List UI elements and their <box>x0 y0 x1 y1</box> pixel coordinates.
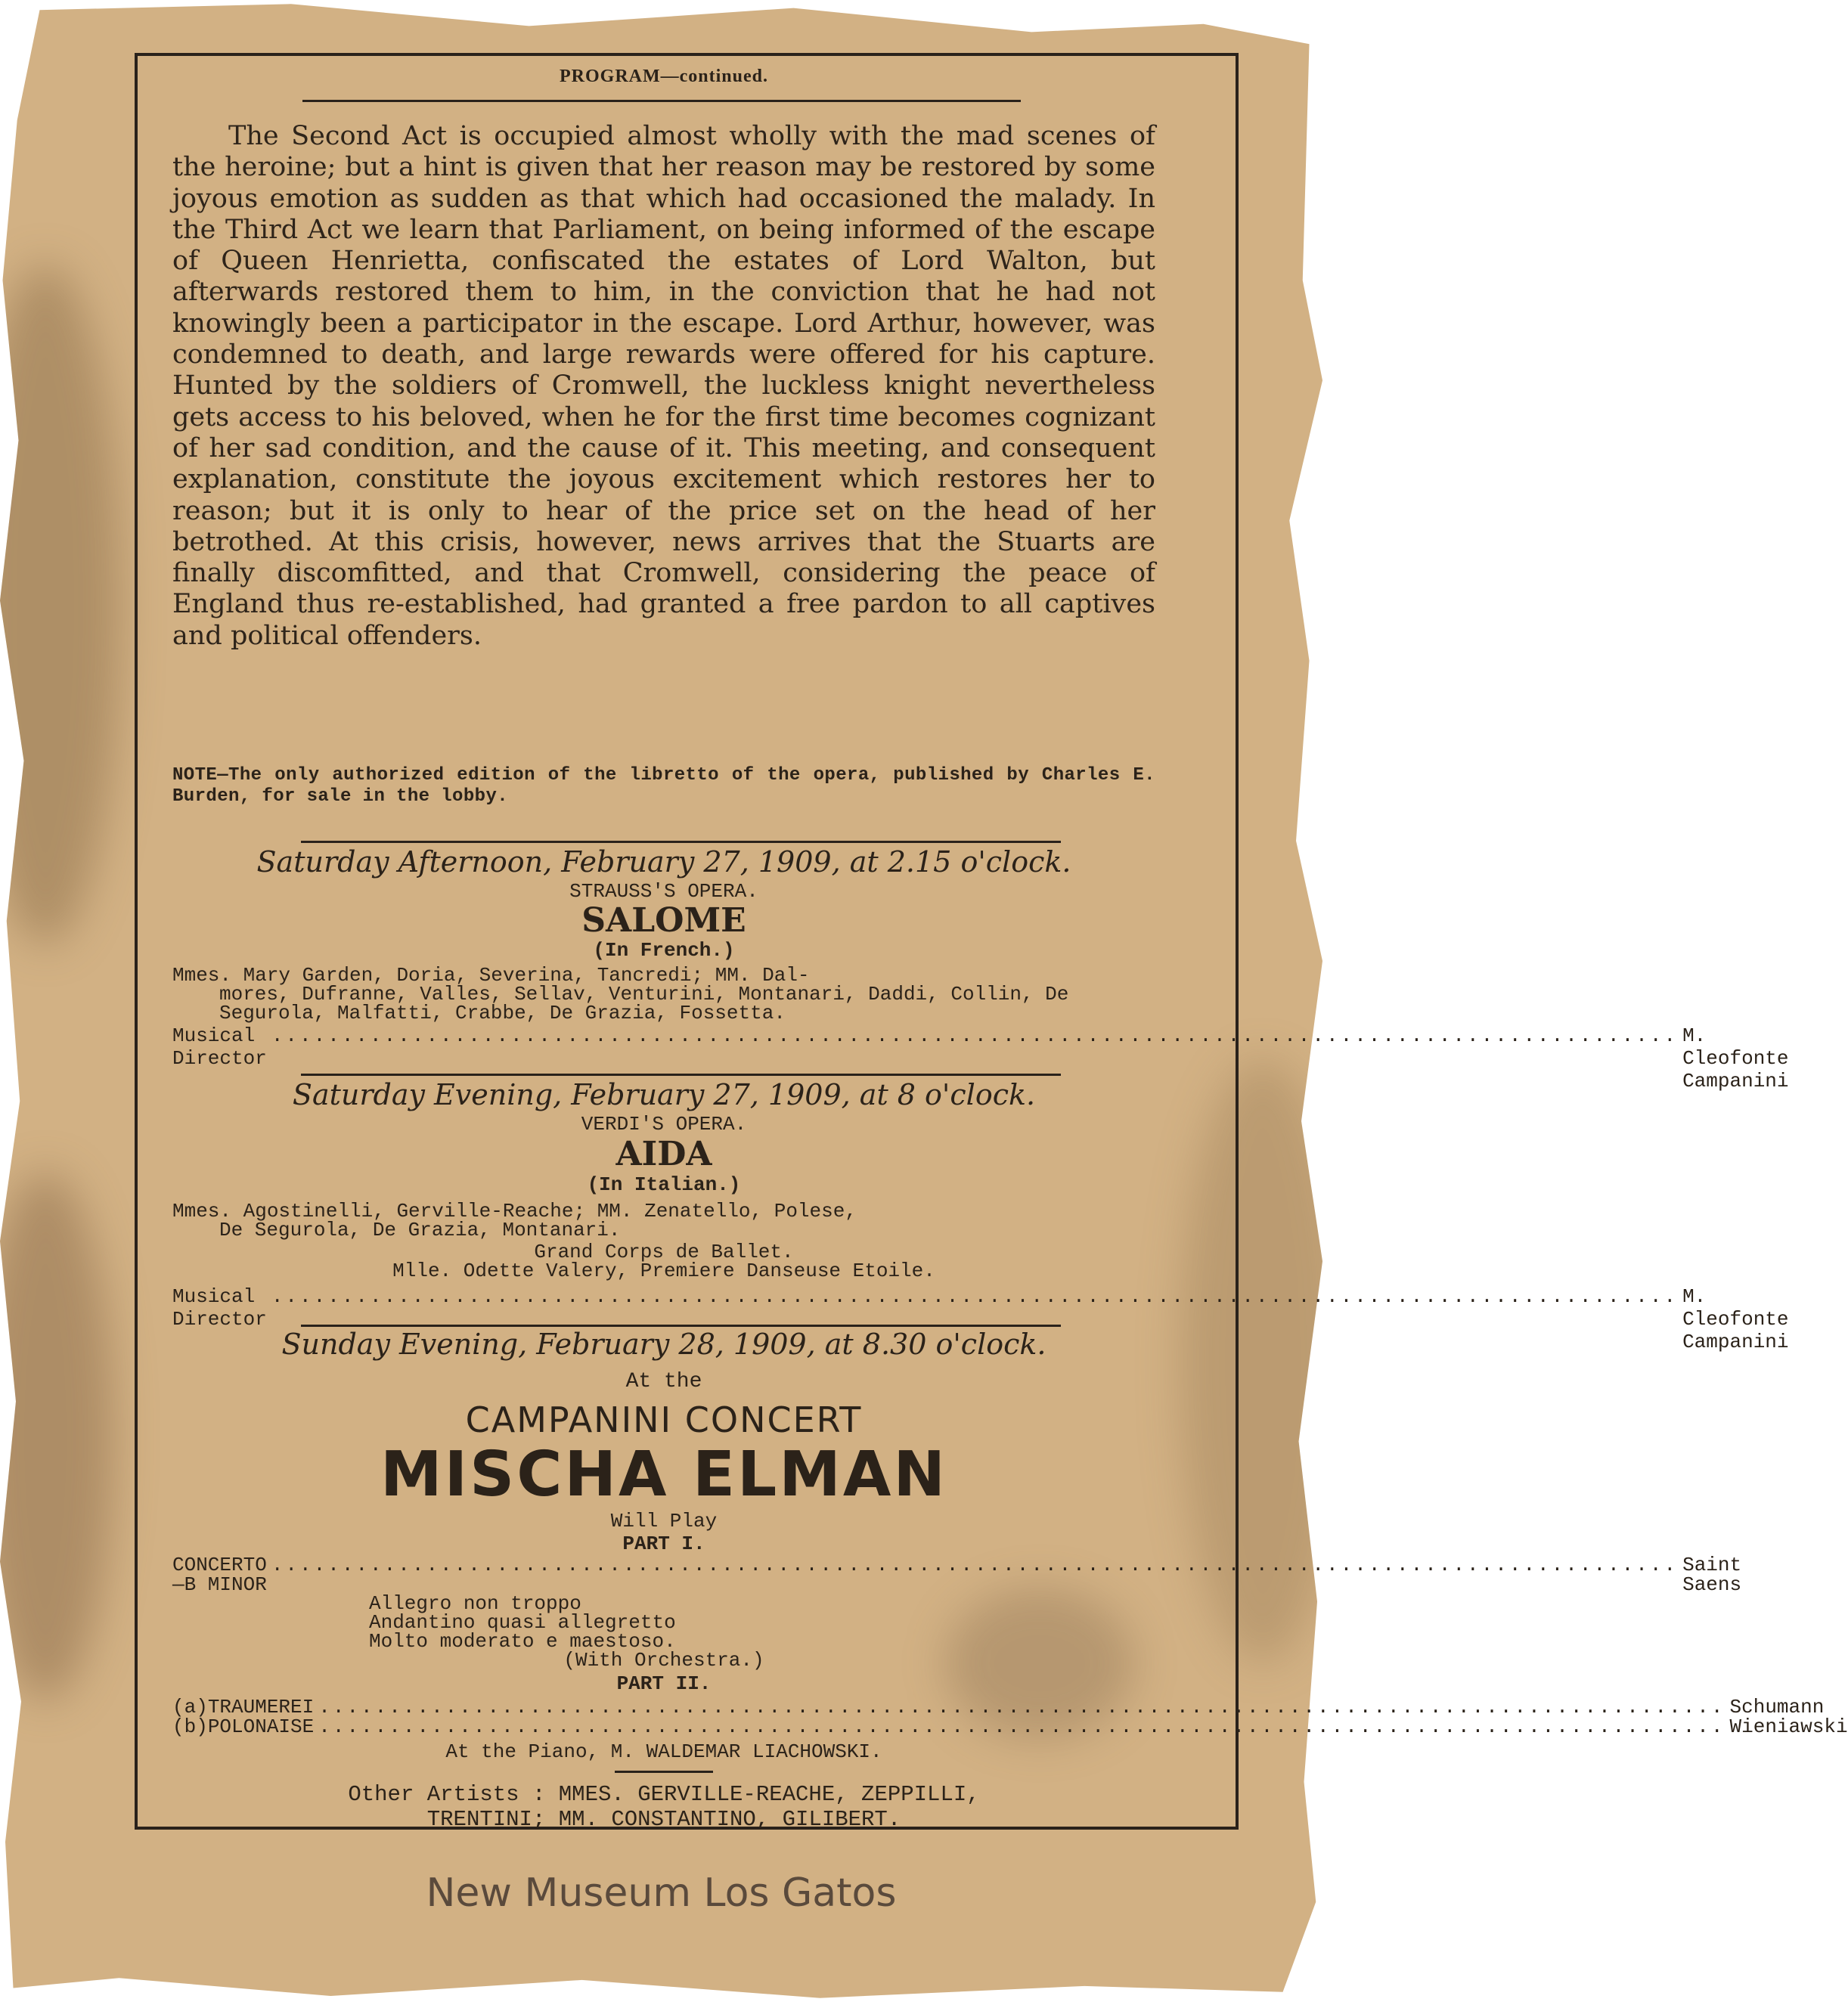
with-orchestra: (With Orchestra.) <box>563 1649 764 1672</box>
aida-danseuse: Mlle. Odette Valery, Premiere Danseuse Etoile. <box>392 1260 935 1282</box>
program-item-b <box>172 1715 1848 1738</box>
concert-name: CAMPANINI CONCERT <box>465 1399 863 1440</box>
concerto-composer: Saint Saens <box>1682 1554 1742 1596</box>
paper-stain <box>0 265 121 945</box>
item-title: TRAUMEREI <box>207 1696 315 1718</box>
concert-artist: MISCHA ELMAN <box>380 1439 947 1511</box>
aida-section <box>172 1078 1789 1353</box>
will-play: Will Play <box>610 1510 718 1532</box>
aida-cast <box>172 1202 1155 1240</box>
salome-section <box>172 845 1789 1092</box>
program-header: PROGRAM—continued. <box>560 67 768 86</box>
program-item-a <box>172 1696 1825 1718</box>
leader-dots: .................................................................................................... <box>271 1285 1679 1308</box>
movement-list <box>172 1594 1155 1651</box>
leader-dots: .................................................................................................... <box>271 1554 1679 1576</box>
movement-item: Allegro non troppo <box>369 1592 581 1615</box>
libretto-note: NOTE—The only authorized edition of the libretto of the opera, published by Charles E. Burden, for sale in the lobby. <box>172 765 1155 807</box>
part-one-heading: PART I. <box>622 1532 705 1555</box>
part-two-heading: PART II. <box>616 1672 712 1695</box>
director-name: M. Cleofonte Campanini <box>1682 1024 1789 1092</box>
section-rule <box>301 1325 1061 1327</box>
aida-title: AIDA <box>615 1135 712 1173</box>
concert-at-the: At the <box>625 1370 702 1393</box>
paper-stain <box>0 1172 113 1701</box>
movement-item: Andantino quasi allegretto <box>369 1611 676 1634</box>
aida-cast-line: Mmes. Agostinelli, Gerville-Reache; MM. Zenatello, Polese, <box>172 1200 857 1223</box>
salome-title: SALOME <box>581 901 746 940</box>
aida-opera-label: VERDI'S OPERA. <box>581 1113 747 1136</box>
salome-opera-label: STRAUSS'S OPERA. <box>569 880 758 903</box>
synopsis-paragraph <box>172 121 1155 652</box>
item-title: POLONAISE <box>207 1715 315 1738</box>
movement-item: Molto moderato e maestoso. <box>369 1630 676 1653</box>
piano-accompanist: At the Piano, M. WALDEMAR LIACHOWSKI. <box>445 1740 882 1763</box>
concert-date: Sunday Evening, February 28, 1909, at 8.30 o'clock. <box>281 1328 1046 1361</box>
museum-watermark: New Museum Los Gatos <box>426 1870 897 1916</box>
salome-date: Saturday Afternoon, February 27, 1909, at 2.15 o'clock. <box>256 845 1071 879</box>
item-composer: Schumann <box>1729 1696 1825 1718</box>
synopsis-text: The Second Act is occupied almost wholly with the mad scenes of the heroine; but a hint is given that her reason may be restored by some joyous emotion as sudden as that which had occasioned the malady. In the Third Act we learn that Parliament, on being informed of the escape of Queen Henrietta, confiscated the estates of Lord Walton, but afterwards restored them to him, in the conviction that he had not knowingly been a participator in the escape. Lord Arthur, however, was condemned to death, and large rewards were offered for his capture. Hunted by the soldiers of Cromwell, the luckless knight nevertheless gets access to his beloved, when he for the first time becomes cognizant of her sad condition, and the cause of it. This meeting, and consequent explanation, constitute the joyous excitement which restores her to reason; but it is only to hear of the price set on the head of her betrothed. At this crisis, however, news arrives that the Stuarts are finally discomfitted, and that Cromwell, considering the peace of England thus re-established, had granted a free pardon to all captives and political offenders. <box>172 121 1155 651</box>
aida-language: (In Italian.) <box>587 1173 741 1196</box>
aida-cast-continued: De Segurola, De Grazia, Montanari. <box>219 1219 621 1241</box>
item-marker: (b) <box>172 1715 208 1738</box>
concerto-row <box>172 1554 1742 1596</box>
director-label: Musical Director <box>172 1024 267 1070</box>
salome-cast-continued: mores, Dufranne, Valles, Sellav, Venturini, Montanari, Daddi, Collin, De Segurola, Malfatti, Crabbe, De Grazia, Fossetta. <box>219 983 1069 1024</box>
section-rule <box>301 841 1061 843</box>
concerto-title: CONCERTO—B MINOR <box>172 1554 267 1596</box>
leader-dots: .................................................................................................... <box>318 1715 1726 1738</box>
aida-ballet: Grand Corps de Ballet. <box>534 1241 794 1263</box>
item-composer: Wieniawski <box>1729 1715 1848 1738</box>
leader-dots: .................................................................................................... <box>318 1696 1726 1718</box>
section-rule <box>301 1074 1061 1076</box>
director-name: M. Cleofonte Campanini <box>1682 1285 1789 1353</box>
other-artists-line-1: Other Artists : MMES. GERVILLE-REACHE, ZEPPILLI, <box>348 1782 980 1807</box>
concert-section <box>172 1328 1848 1832</box>
aida-date: Saturday Evening, February 27, 1909, at 8 o'clock. <box>292 1078 1036 1111</box>
item-marker: (a) <box>172 1696 208 1718</box>
salome-language: (In French.) <box>593 939 735 962</box>
salome-cast <box>172 966 1155 1023</box>
leader-dots: .................................................................................................... <box>271 1024 1679 1047</box>
header-rule <box>302 100 1021 102</box>
salome-cast-line: Mmes. Mary Garden, Doria, Severina, Tancredi; MM. Dal- <box>172 964 810 987</box>
short-rule <box>615 1771 713 1773</box>
director-label: Musical Director <box>172 1285 267 1331</box>
other-artists-line-2: TRENTINI; MM. CONSTANTINO, GILIBERT. <box>426 1807 901 1832</box>
